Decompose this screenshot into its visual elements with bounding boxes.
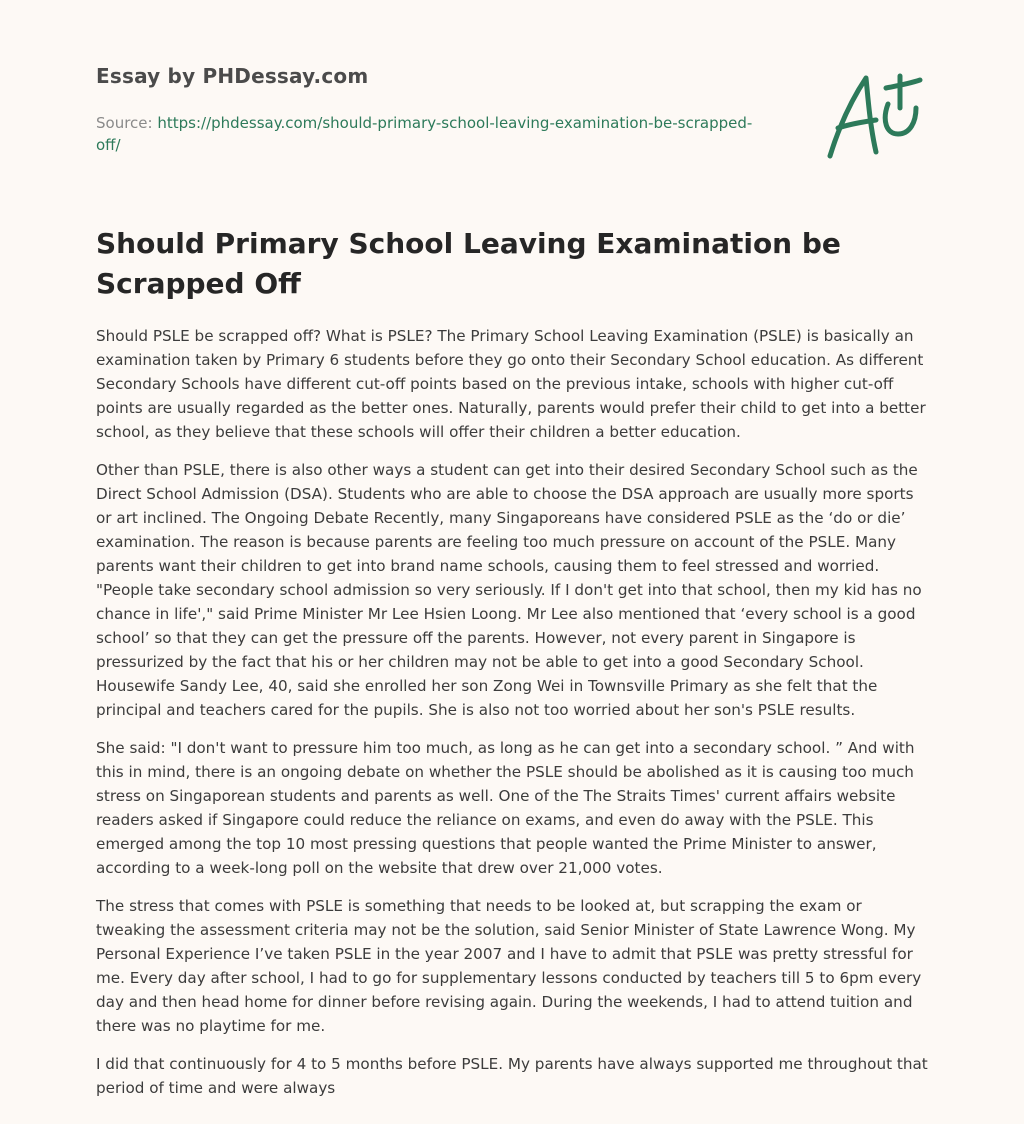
essay-paragraph: She said: "I don't want to pressure him too much, as long as he can get into a secondary school. ” And with this in mind, there is an ongoing debate on whether the PSLE should be abolished as it is causing too much stress on Singaporean students and parents as well. One of the The Straits Times' current affairs website readers asked if Singapore could reduce the reliance on exams, and even do away with the PSLE. This emerged among the top 10 most pressing questions that people wanted the Prime Minister to answer, according to a week-long poll on the website that drew over 21,000 votes.	[96, 739, 915, 877]
a-plus-logo-icon	[824, 68, 928, 164]
essay-paragraph: The stress that comes with PSLE is something that needs to be looked at, but scrapping the exam or tweaking the assessment criteria may not be the solution, said Senior Minister of State Lawrence Wong. My Personal Experience I’ve taken PSLE in the year 2007 and I have to admit that PSLE was pretty stressful for me. Every day after school, I had to go for supplementary lessons conducted by teachers till 5 to 6pm every day and then head home for dinner before revising again. During the weekends, I had to attend tuition and there was no playtime for me.	[96, 897, 922, 1035]
source-line	[96, 112, 776, 156]
essay-page	[96, 0, 928, 1124]
source-label: Source:	[96, 114, 153, 132]
essay-paragraph: I did that continuously for 4 to 5 months before PSLE. My parents have always supported me throughout that period of time and were always	[96, 1055, 928, 1097]
essay-body	[96, 324, 932, 1114]
essay-paragraph: Other than PSLE, there is also other ways a student can get into their desired Secondary School such as the Direct School Admission (DSA). Students who are able to choose the DSA approach are usually more sports or art inclined. The Ongoing Debate Recently, many Singaporeans have considered PSLE as the ‘do or die’ examination. The reason is because parents are feeling too much pressure on account of the PSLE. Many parents want their children to get into brand name schools, causing them to feel stressed and worried. "People take secondary school admission so very seriously. If I don't get into that school, then my kid has no chance in life'," said Prime Minister Mr Lee Hsien Loong. Mr Lee also mentioned that ‘every school is a good school’ so that they can get the pressure off the parents. However, not every parent in Singapore is pressurized by the fact that his or her children may not be able to get into a good Secondary School. Housewife Sandy Lee, 40, said she enrolled her son Zong Wei in Townsville Primary as she felt that the principal and teachers cared for the pupils. She is also not too worried about her son's PSLE results.	[96, 461, 922, 719]
essay-title: Should Primary School Leaving Examination be Scrapped Off	[96, 227, 841, 300]
site-brand: Essay by PHDessay.com	[96, 64, 369, 88]
essay-paragraph: Should PSLE be scrapped off? What is PSLE? The Primary School Leaving Examination (PSLE) is basically an examination taken by Primary 6 students before they go onto their Secondary School education. As different Secondary Schools have different cut-off points based on the previous intake, schools with higher cut-off points are usually regarded as the better ones. Naturally, parents would prefer their child to get into a better school, as they believe that these schools will offer their children a better education.	[96, 327, 926, 441]
source-link[interactable]: https://phdessay.com/should-primary-school-leaving-examination-be-scrapped-off/	[96, 114, 753, 154]
